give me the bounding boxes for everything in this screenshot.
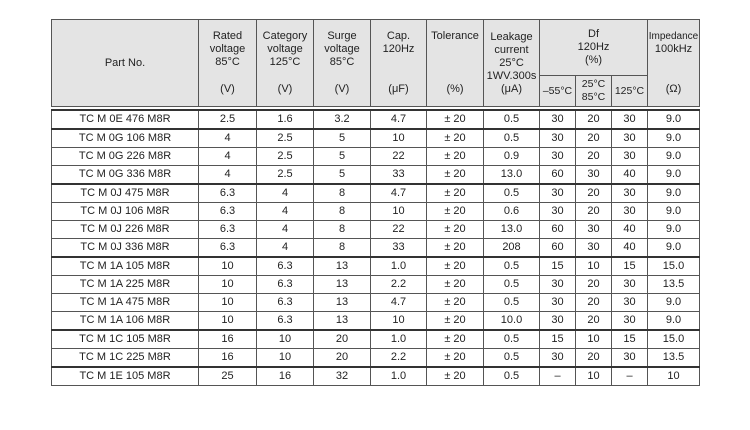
cell-tolerance: ± 20 [427,257,484,276]
cell-capacitance: 22 [371,148,427,166]
table-row [52,221,700,239]
cell-capacitance: 1.0 [371,367,427,386]
cell-tolerance: ± 20 [427,184,484,203]
cell-df-25-85: 20 [576,203,612,221]
df-25-85-label: 25°C 85°C [581,78,606,103]
cell-capacitance: 4.7 [371,294,427,312]
cell-df-minus55: 30 [540,110,576,129]
cell-part-no: TC M 0J 336 M8R [52,239,199,258]
cell-leakage: 10.0 [484,312,540,331]
cell-df-125: 15 [612,330,648,349]
cell-df-minus55: 60 [540,239,576,258]
cell-category-voltage: 6.3 [257,257,314,276]
cell-df-minus55: 60 [540,221,576,239]
cell-leakage: 0.5 [484,276,540,294]
cell-surge-voltage: 20 [314,330,371,349]
cell-impedance: 9.0 [648,129,700,148]
cell-df-25-85: 10 [576,257,612,276]
cell-rated-voltage: 6.3 [199,203,257,221]
cell-impedance: 9.0 [648,166,700,185]
cell-tolerance: ± 20 [427,276,484,294]
cell-tolerance: ± 20 [427,294,484,312]
cell-rated-voltage: 6.3 [199,184,257,203]
cell-leakage: 208 [484,239,540,258]
cell-df-125: 30 [612,129,648,148]
cell-rated-voltage: 6.3 [199,221,257,239]
cell-impedance: 15.0 [648,257,700,276]
cell-rated-voltage: 6.3 [199,239,257,258]
cell-df-125: 40 [612,221,648,239]
cell-surge-voltage: 8 [314,221,371,239]
cell-df-125: 30 [612,276,648,294]
cell-leakage: 0.5 [484,184,540,203]
cell-part-no: TC M 0G 226 M8R [52,148,199,166]
table-row [52,239,700,258]
cell-category-voltage: 4 [257,184,314,203]
cell-rated-voltage: 10 [199,294,257,312]
cell-category-voltage: 10 [257,330,314,349]
table-row [52,294,700,312]
cell-leakage: 0.5 [484,129,540,148]
cell-category-voltage: 1.6 [257,110,314,129]
cell-df-minus55: – [540,367,576,386]
cell-impedance: 13.5 [648,276,700,294]
cell-capacitance: 4.7 [371,110,427,129]
cell-tolerance: ± 20 [427,221,484,239]
cell-df-25-85: 30 [576,239,612,258]
cell-surge-voltage: 5 [314,148,371,166]
cell-category-voltage: 10 [257,349,314,368]
cell-part-no: TC M 0E 476 M8R [52,110,199,129]
cell-capacitance: 10 [371,203,427,221]
col-part-no: Part No. [52,20,199,107]
cell-df-25-85: 10 [576,367,612,386]
cell-rated-voltage: 16 [199,349,257,368]
col-df-minus55: –55°C [540,76,576,107]
cell-capacitance: 10 [371,129,427,148]
col-rated-voltage: Rated voltage 85°C (V) [199,20,257,107]
cell-df-125: 40 [612,239,648,258]
cell-surge-voltage: 5 [314,129,371,148]
cell-impedance: 13.5 [648,349,700,368]
col-surge-voltage: Surge voltage 85°C (V) [314,20,371,107]
cell-category-voltage: 2.5 [257,166,314,185]
cell-tolerance: ± 20 [427,110,484,129]
cell-impedance: 9.0 [648,148,700,166]
col-category-voltage: Category voltage 125°C (V) [257,20,314,107]
cell-impedance: 15.0 [648,330,700,349]
cell-surge-voltage: 5 [314,166,371,185]
cell-df-25-85: 20 [576,312,612,331]
cell-df-minus55: 30 [540,129,576,148]
table-row [52,349,700,368]
cell-part-no: TC M 1E 105 M8R [52,367,199,386]
cell-df-125: 30 [612,203,648,221]
cell-df-minus55: 30 [540,184,576,203]
cell-df-25-85: 20 [576,148,612,166]
cell-part-no: TC M 1A 105 M8R [52,257,199,276]
cell-df-25-85: 10 [576,330,612,349]
cell-tolerance: ± 20 [427,312,484,331]
cell-df-125: 30 [612,110,648,129]
cell-part-no: TC M 1A 106 M8R [52,312,199,331]
cell-tolerance: ± 20 [427,148,484,166]
table-row [52,110,700,129]
table-body [52,107,700,386]
cell-df-minus55: 30 [540,349,576,368]
cell-df-minus55: 60 [540,166,576,185]
cell-category-voltage: 6.3 [257,294,314,312]
table-row [52,184,700,203]
capacitor-spec-table [51,19,700,386]
table-row [52,330,700,349]
cell-leakage: 13.0 [484,221,540,239]
cell-df-125: – [612,367,648,386]
cell-df-25-85: 20 [576,110,612,129]
col-impedance: Impedance 100kHz (Ω) [648,20,700,107]
cell-df-125: 30 [612,294,648,312]
table-row [52,203,700,221]
cell-leakage: 0.5 [484,349,540,368]
table-row [52,367,700,386]
table-row [52,148,700,166]
cell-tolerance: ± 20 [427,203,484,221]
cell-part-no: TC M 0J 106 M8R [52,203,199,221]
cell-rated-voltage: 4 [199,129,257,148]
col-tolerance: Tolerance (%) [427,20,484,107]
cell-rated-voltage: 10 [199,257,257,276]
cell-category-voltage: 2.5 [257,129,314,148]
cell-df-125: 15 [612,257,648,276]
col-df-group: Df 120Hz (%) [540,20,648,76]
cell-impedance: 9.0 [648,110,700,129]
cell-impedance: 9.0 [648,184,700,203]
cell-leakage: 0.6 [484,203,540,221]
cell-impedance: 9.0 [648,203,700,221]
table-row [52,312,700,331]
table-row [52,257,700,276]
cell-df-minus55: 30 [540,276,576,294]
cell-df-minus55: 30 [540,203,576,221]
cell-df-125: 30 [612,349,648,368]
cell-df-25-85: 20 [576,294,612,312]
cell-rated-voltage: 10 [199,276,257,294]
cell-part-no: TC M 0J 226 M8R [52,221,199,239]
cell-df-minus55: 30 [540,312,576,331]
cell-category-voltage: 4 [257,221,314,239]
cell-category-voltage: 6.3 [257,276,314,294]
cell-leakage: 13.0 [484,166,540,185]
cell-df-125: 30 [612,148,648,166]
cell-category-voltage: 2.5 [257,148,314,166]
cell-tolerance: ± 20 [427,239,484,258]
cell-rated-voltage: 10 [199,312,257,331]
cell-part-no: TC M 1C 105 M8R [52,330,199,349]
cell-df-25-85: 30 [576,221,612,239]
cell-tolerance: ± 20 [427,166,484,185]
cell-rated-voltage: 2.5 [199,110,257,129]
cell-category-voltage: 4 [257,203,314,221]
cell-part-no: TC M 1A 475 M8R [52,294,199,312]
cell-df-25-85: 20 [576,349,612,368]
cell-impedance: 9.0 [648,239,700,258]
cell-rated-voltage: 25 [199,367,257,386]
cell-capacitance: 4.7 [371,184,427,203]
col-capacitance: Cap. 120Hz (μF) [371,20,427,107]
cell-capacitance: 1.0 [371,257,427,276]
cell-leakage: 0.5 [484,330,540,349]
cell-surge-voltage: 13 [314,312,371,331]
table-row [52,129,700,148]
cell-impedance: 9.0 [648,294,700,312]
cell-impedance: 9.0 [648,312,700,331]
cell-category-voltage: 16 [257,367,314,386]
cell-leakage: 0.5 [484,257,540,276]
cell-surge-voltage: 13 [314,276,371,294]
cell-capacitance: 22 [371,221,427,239]
cell-surge-voltage: 13 [314,257,371,276]
table-row [52,166,700,185]
cell-capacitance: 33 [371,166,427,185]
cell-tolerance: ± 20 [427,129,484,148]
cell-surge-voltage: 20 [314,349,371,368]
cell-capacitance: 1.0 [371,330,427,349]
cell-df-25-85: 20 [576,129,612,148]
cell-surge-voltage: 13 [314,294,371,312]
cell-tolerance: ± 20 [427,330,484,349]
col-df-125: 125°C [612,76,648,107]
cell-surge-voltage: 8 [314,239,371,258]
cell-df-125: 30 [612,184,648,203]
col-df-25-85 [576,76,612,107]
table-header [52,20,700,107]
cell-category-voltage: 4 [257,239,314,258]
spec-table-container [51,19,700,386]
cell-df-minus55: 15 [540,330,576,349]
cell-leakage: 0.5 [484,110,540,129]
cell-rated-voltage: 4 [199,166,257,185]
cell-part-no: TC M 1C 225 M8R [52,349,199,368]
cell-rated-voltage: 4 [199,148,257,166]
cell-rated-voltage: 16 [199,330,257,349]
cell-surge-voltage: 8 [314,203,371,221]
cell-capacitance: 33 [371,239,427,258]
cell-df-minus55: 30 [540,148,576,166]
cell-leakage: 0.5 [484,367,540,386]
cell-part-no: TC M 0G 336 M8R [52,166,199,185]
cell-surge-voltage: 8 [314,184,371,203]
cell-df-25-85: 20 [576,184,612,203]
cell-capacitance: 10 [371,312,427,331]
table-row [52,276,700,294]
cell-part-no: TC M 0G 106 M8R [52,129,199,148]
cell-df-125: 40 [612,166,648,185]
cell-part-no: TC M 0J 475 M8R [52,184,199,203]
cell-df-125: 30 [612,312,648,331]
cell-tolerance: ± 20 [427,349,484,368]
cell-tolerance: ± 20 [427,367,484,386]
cell-df-minus55: 30 [540,294,576,312]
cell-df-25-85: 20 [576,276,612,294]
cell-leakage: 0.5 [484,294,540,312]
cell-category-voltage: 6.3 [257,312,314,331]
cell-surge-voltage: 3.2 [314,110,371,129]
cell-capacitance: 2.2 [371,276,427,294]
cell-surge-voltage: 32 [314,367,371,386]
col-leakage-current: Leakage current 25°C 1WV.300s (μA) [484,20,540,107]
cell-df-minus55: 15 [540,257,576,276]
cell-leakage: 0.9 [484,148,540,166]
cell-df-25-85: 30 [576,166,612,185]
cell-capacitance: 2.2 [371,349,427,368]
cell-impedance: 9.0 [648,221,700,239]
cell-part-no: TC M 1A 225 M8R [52,276,199,294]
cell-impedance: 10 [648,367,700,386]
